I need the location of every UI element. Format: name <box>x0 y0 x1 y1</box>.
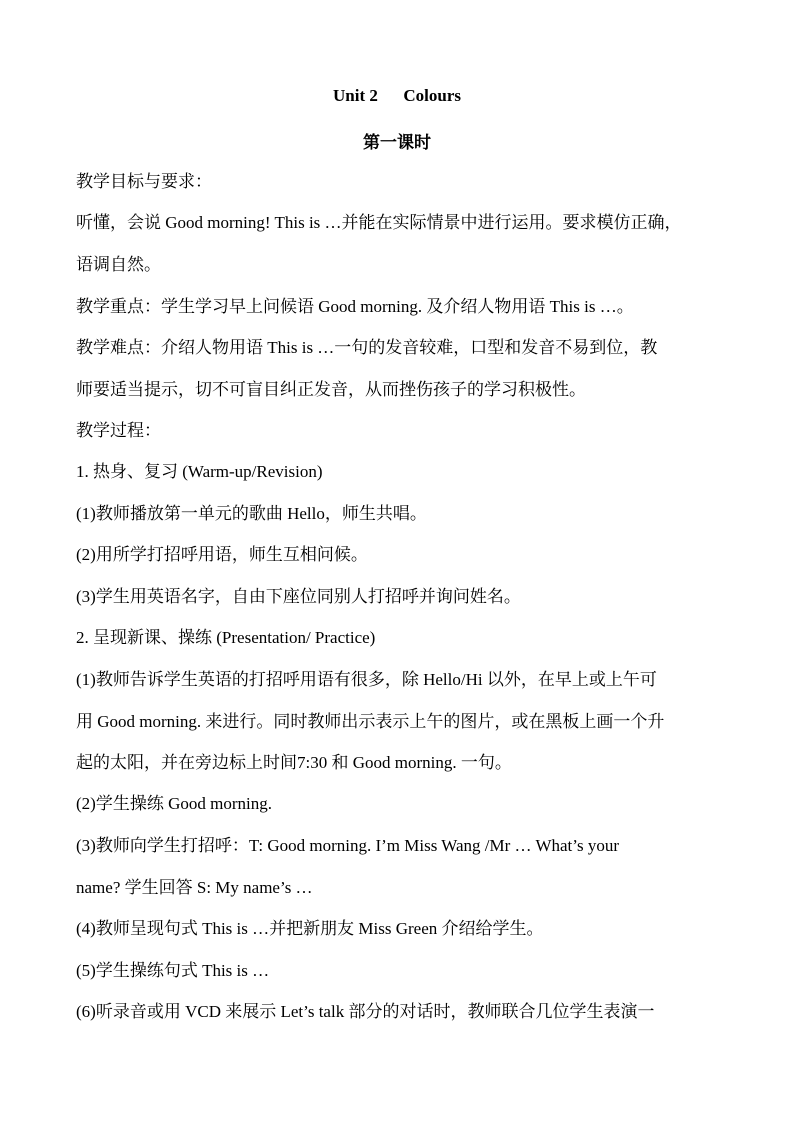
text-line: (1)教师告诉学生英语的打招呼用语有很多，除 Hello/Hi 以外，在早上或上午可 <box>76 670 657 689</box>
text-line: 1. 热身、复习 (Warm-up/Revision) <box>76 462 323 481</box>
text-line: 教学目标与要求： <box>76 172 212 191</box>
text-line: (6)听录音或用 VCD 来展示 Let’s talk 部分的对话时，教师联合几位学生表演一 <box>76 1002 655 1021</box>
text-line: (4)教师呈现句式 This is …并把新朋友 Miss Green 介绍给学生。 <box>76 919 544 938</box>
text-line: 师要适当提示，切不可盲目纠正发音，从而挫伤孩子的学习积极性。 <box>76 380 586 399</box>
text-line: 教学难点：介绍人物用语 This is …一句的发音较难，口型和发音不易到位，教 <box>76 338 658 357</box>
text-line: (3)学生用英语名字，自由下座位同别人打招呼并询问姓名。 <box>76 587 521 606</box>
text-line: name? 学生回答 S: My name’s … <box>76 878 313 897</box>
text-line: 教学过程： <box>76 421 161 440</box>
text-line: (2)学生操练 Good morning. <box>76 794 272 813</box>
text-line: 起的太阳，并在旁边标上时间7:30 和 Good morning. 一句。 <box>76 753 512 772</box>
text-line: 教学重点：学生学习早上问候语 Good morning. 及介绍人物用语 This is …。 <box>76 297 634 316</box>
text-line: (2)用所学打招呼用语，师生互相问候。 <box>76 545 368 564</box>
text-line: 听懂，会说 Good morning! This is …并能在实际情景中进行运用。要求模仿正确， <box>76 213 682 232</box>
text-line: (1)教师播放第一单元的歌曲 Hello，师生共唱。 <box>76 504 427 523</box>
text-line: (3)教师向学生打招呼：T: Good morning. I’m Miss Wang /Mr … What’s your <box>76 836 620 855</box>
lesson-title: 第一课时 <box>363 133 431 152</box>
text-line: 用 Good morning. 来进行。同时教师出示表示上午的图片，或在黑板上画一个升 <box>76 712 665 731</box>
unit-title: Unit 2 Colours <box>333 86 461 105</box>
text-line: (5)学生操练句式 This is … <box>76 961 270 980</box>
text-line: 2. 呈现新课、操练 (Presentation/ Practice) <box>76 628 376 647</box>
text-line: 语调自然。 <box>76 255 161 274</box>
